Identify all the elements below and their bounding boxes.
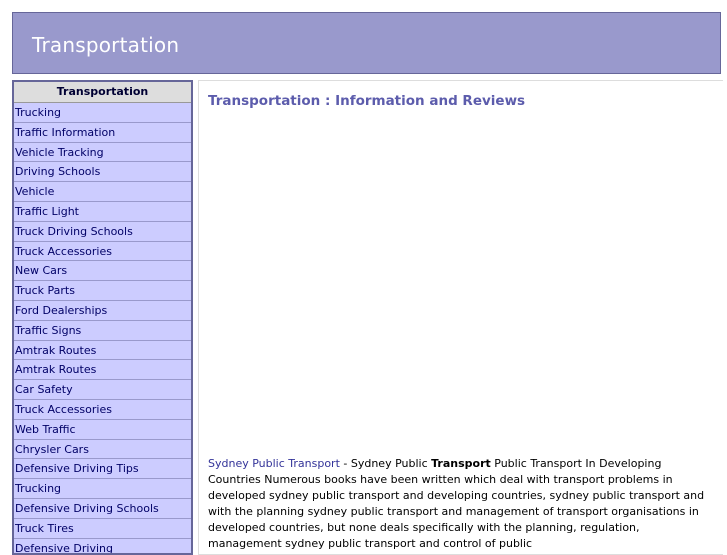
article-link[interactable]: Sydney Public Transport bbox=[208, 457, 340, 470]
sidebar-item[interactable]: Traffic Light bbox=[14, 202, 191, 222]
sidebar-item[interactable]: New Cars bbox=[14, 261, 191, 281]
sidebar-item[interactable]: Trucking bbox=[14, 479, 191, 499]
sidebar-item[interactable]: Defensive Driving bbox=[14, 539, 191, 555]
article-keyword: Transport bbox=[431, 457, 491, 470]
page-title: Transportation : Information and Reviews bbox=[208, 93, 526, 109]
sidebar-item[interactable]: Amtrak Routes bbox=[14, 360, 191, 380]
site-title: Transportation bbox=[32, 33, 180, 57]
main-content bbox=[198, 80, 723, 555]
sidebar-item[interactable]: Ford Dealerships bbox=[14, 301, 191, 321]
sidebar-item[interactable]: Traffic Information bbox=[14, 123, 191, 143]
sidebar-item[interactable]: Truck Parts bbox=[14, 281, 191, 301]
sidebar-item[interactable]: Truck Tires bbox=[14, 519, 191, 539]
blank-ad-area bbox=[208, 121, 708, 451]
sidebar-item[interactable]: Car Safety bbox=[14, 380, 191, 400]
sidebar-item[interactable]: Truck Accessories bbox=[14, 400, 191, 420]
sidebar-item[interactable]: Driving Schools bbox=[14, 162, 191, 182]
sidebar-item[interactable]: Amtrak Routes bbox=[14, 341, 191, 361]
sidebar-list bbox=[14, 103, 191, 555]
sidebar-item[interactable]: Defensive Driving Tips bbox=[14, 459, 191, 479]
site-header bbox=[12, 12, 721, 74]
article-body: Public Transport In Developing Countries Numerous books have been written which deal with transport problems in developed sydney public transport and developing countries, sydney public transport and with the planning sydney public transport and management of transport organisations in developed countries, but none deals specifically with the planning, regulation, management sydney public transport and control of public bbox=[208, 457, 705, 550]
sidebar-item[interactable]: Web Traffic bbox=[14, 420, 191, 440]
sidebar-title: Transportation bbox=[14, 82, 191, 103]
sidebar-item[interactable]: Trucking bbox=[14, 103, 191, 123]
sidebar-item[interactable]: Truck Accessories bbox=[14, 242, 191, 262]
sidebar-item[interactable]: Traffic Signs bbox=[14, 321, 191, 341]
article-snippet bbox=[208, 456, 713, 552]
sidebar-item[interactable]: Truck Driving Schools bbox=[14, 222, 191, 242]
sidebar-item[interactable]: Vehicle bbox=[14, 182, 191, 202]
sidebar-item[interactable]: Chrysler Cars bbox=[14, 440, 191, 460]
sidebar-item[interactable]: Vehicle Tracking bbox=[14, 143, 191, 163]
sidebar bbox=[12, 80, 193, 555]
article-lead: - Sydney Public bbox=[339, 457, 432, 470]
sidebar-item[interactable]: Defensive Driving Schools bbox=[14, 499, 191, 519]
